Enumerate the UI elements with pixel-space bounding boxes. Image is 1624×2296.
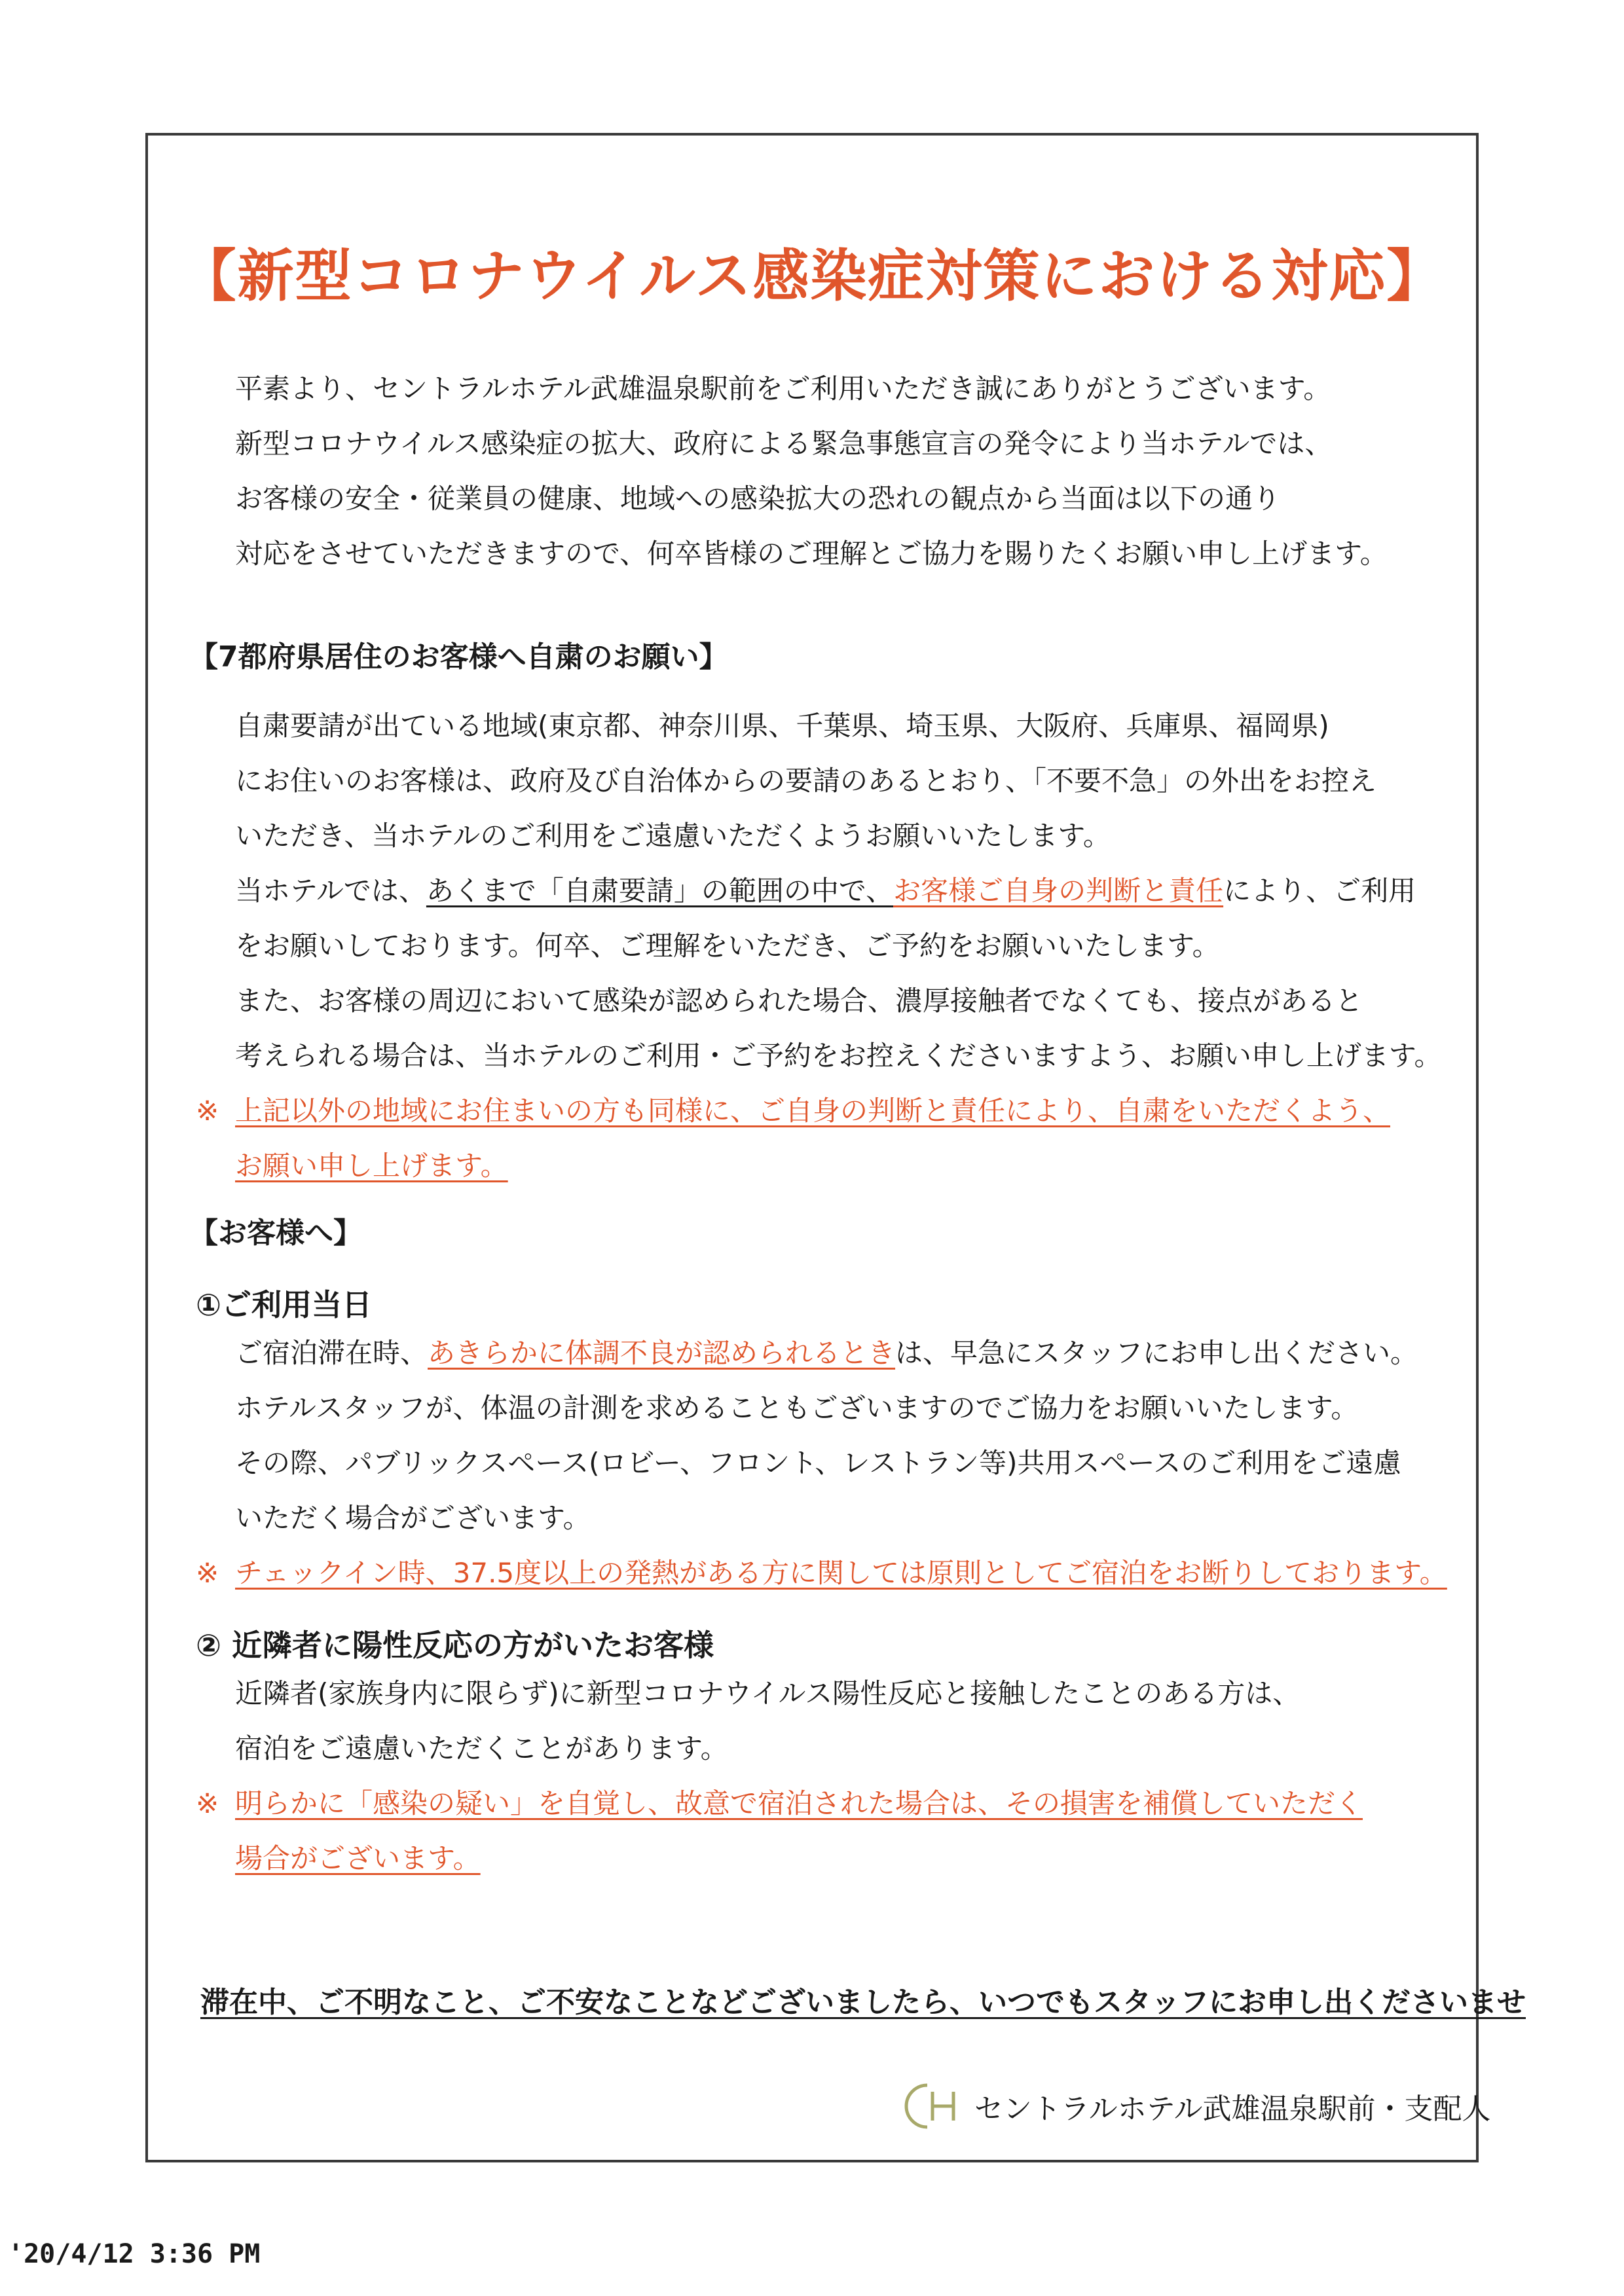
signature <box>901 2080 1490 2132</box>
note-mark: ※ <box>196 1787 219 1819</box>
section1-note <box>196 1084 1390 1194</box>
note-text: チェックイン時、37.5度以上の発熱がある方に関しては原則としてご宿泊をお断りしております。 <box>235 1557 1447 1589</box>
section1-line: いただき、当ホテルのご利用をご遠慮いただくようお願いいたします。 <box>235 820 1111 852</box>
closing-message: 滞在中、ご不明なこと、ご不安なことなどございましたら、いつでもスタッフにお申し出くださいませ <box>200 1986 1526 2019</box>
ch-logo-icon <box>901 2080 960 2132</box>
item1-line <box>235 1326 1418 1381</box>
item2-line: 近隣者(家族身内に限らず)に新型コロナウイルス陽性反応と接触したことのある方は、 <box>235 1677 1301 1709</box>
intro-line: 平素より、セントラルホテル武雄温泉駅前をご利用いただき誠にありがとうございます。 <box>235 373 1331 405</box>
intro-line: 新型コロナウイルス感染症の拡大、政府による緊急事態宣言の発令により当ホテルでは、 <box>235 428 1333 460</box>
item1-body <box>235 1326 1418 1546</box>
section1-heading: 【7都府県居住のお客様へ自粛のお願い】 <box>189 640 728 674</box>
item1-line: その際、パブリックスペース(ロビー、フロント、レストラン等)共用スペースのご利用をご遠慮 <box>235 1447 1401 1479</box>
section1-line: にお住いのお客様は、政府及び自治体からの要請のあるとおり、「不要不急」の外出をお控え <box>235 765 1377 797</box>
emphasis-text: お客様ご自身の判断と責任 <box>893 875 1224 907</box>
note-text: お願い申し上げます。 <box>235 1150 508 1182</box>
item2-heading: ② 近隣者に陽性反応の方がいたお客様 <box>196 1628 714 1663</box>
item2-note <box>196 1776 1363 1886</box>
item1-line: いただく場合がございます。 <box>235 1502 591 1534</box>
page-title: 【新型コロナウイルス感染症対策における対応】 <box>179 244 1445 309</box>
item1-heading: ①ご利用当日 <box>196 1287 372 1322</box>
note-text: 明らかに「感染の疑い」を自覚し、故意で宿泊された場合は、その損害を補償していただく <box>235 1787 1363 1819</box>
intro-paragraph <box>235 361 1388 581</box>
item2-line: 宿泊をご遠慮いただくことがあります。 <box>235 1732 728 1764</box>
section1-line: また、お客様の周辺において感染が認められた場合、濃厚接触者でなくても、接点があると <box>235 985 1363 1017</box>
intro-line: お客様の安全・従業員の健康、地域への感染拡大の恐れの観点から当面は以下の通り <box>235 483 1281 515</box>
text: は、早急にスタッフにお申し出ください。 <box>895 1337 1418 1369</box>
section1-line: 自粛要請が出ている地域(東京都、神奈川県、千葉県、埼玉県、大阪府、兵庫県、福岡県) <box>235 710 1329 742</box>
section1-body <box>235 699 1442 1084</box>
section1-line <box>235 864 1442 919</box>
item1-line: ホテルスタッフが、体温の計測を求めることもございますのでご協力をお願いいたします。 <box>235 1392 1359 1424</box>
note-text: 上記以外の地域にお住まいの方も同様に、ご自身の判断と責任により、自粛をいただくよう、 <box>235 1095 1391 1127</box>
section1-line: をお願いしております。何卒、ご理解をいただき、ご予約をお願いいたします。 <box>235 930 1220 962</box>
note-mark: ※ <box>196 1095 219 1127</box>
text: により、ご利用 <box>1223 875 1416 907</box>
text: ご宿泊滞在時、 <box>235 1337 428 1369</box>
section2-heading: 【お客様へ】 <box>189 1216 362 1250</box>
underlined-text: あくまで「自粛要請」の範囲の中で、 <box>426 875 894 907</box>
item1-note <box>196 1546 1447 1601</box>
section1-line: 考えられる場合は、当ホテルのご利用・ご予約をお控えくださいますよう、お願い申し上げます。 <box>235 1040 1442 1072</box>
signature-text: セントラルホテル武雄温泉駅前・支配人 <box>974 2092 1491 2126</box>
note-mark: ※ <box>196 1557 219 1589</box>
notice-frame <box>145 133 1526 2162</box>
emphasis-text: あきらかに体調不良が認められるとき <box>428 1337 896 1369</box>
intro-line: 対応をさせていただきますので、何卒皆様のご理解とご協力を賜りたくお願い申し上げます。 <box>235 538 1388 570</box>
item2-body <box>235 1666 1300 1776</box>
fax-timestamp: '20/4/12 3:36 PM <box>8 2239 261 2269</box>
text: 当ホテルでは、 <box>235 875 426 907</box>
note-text: 場合がございます。 <box>235 1842 481 1874</box>
